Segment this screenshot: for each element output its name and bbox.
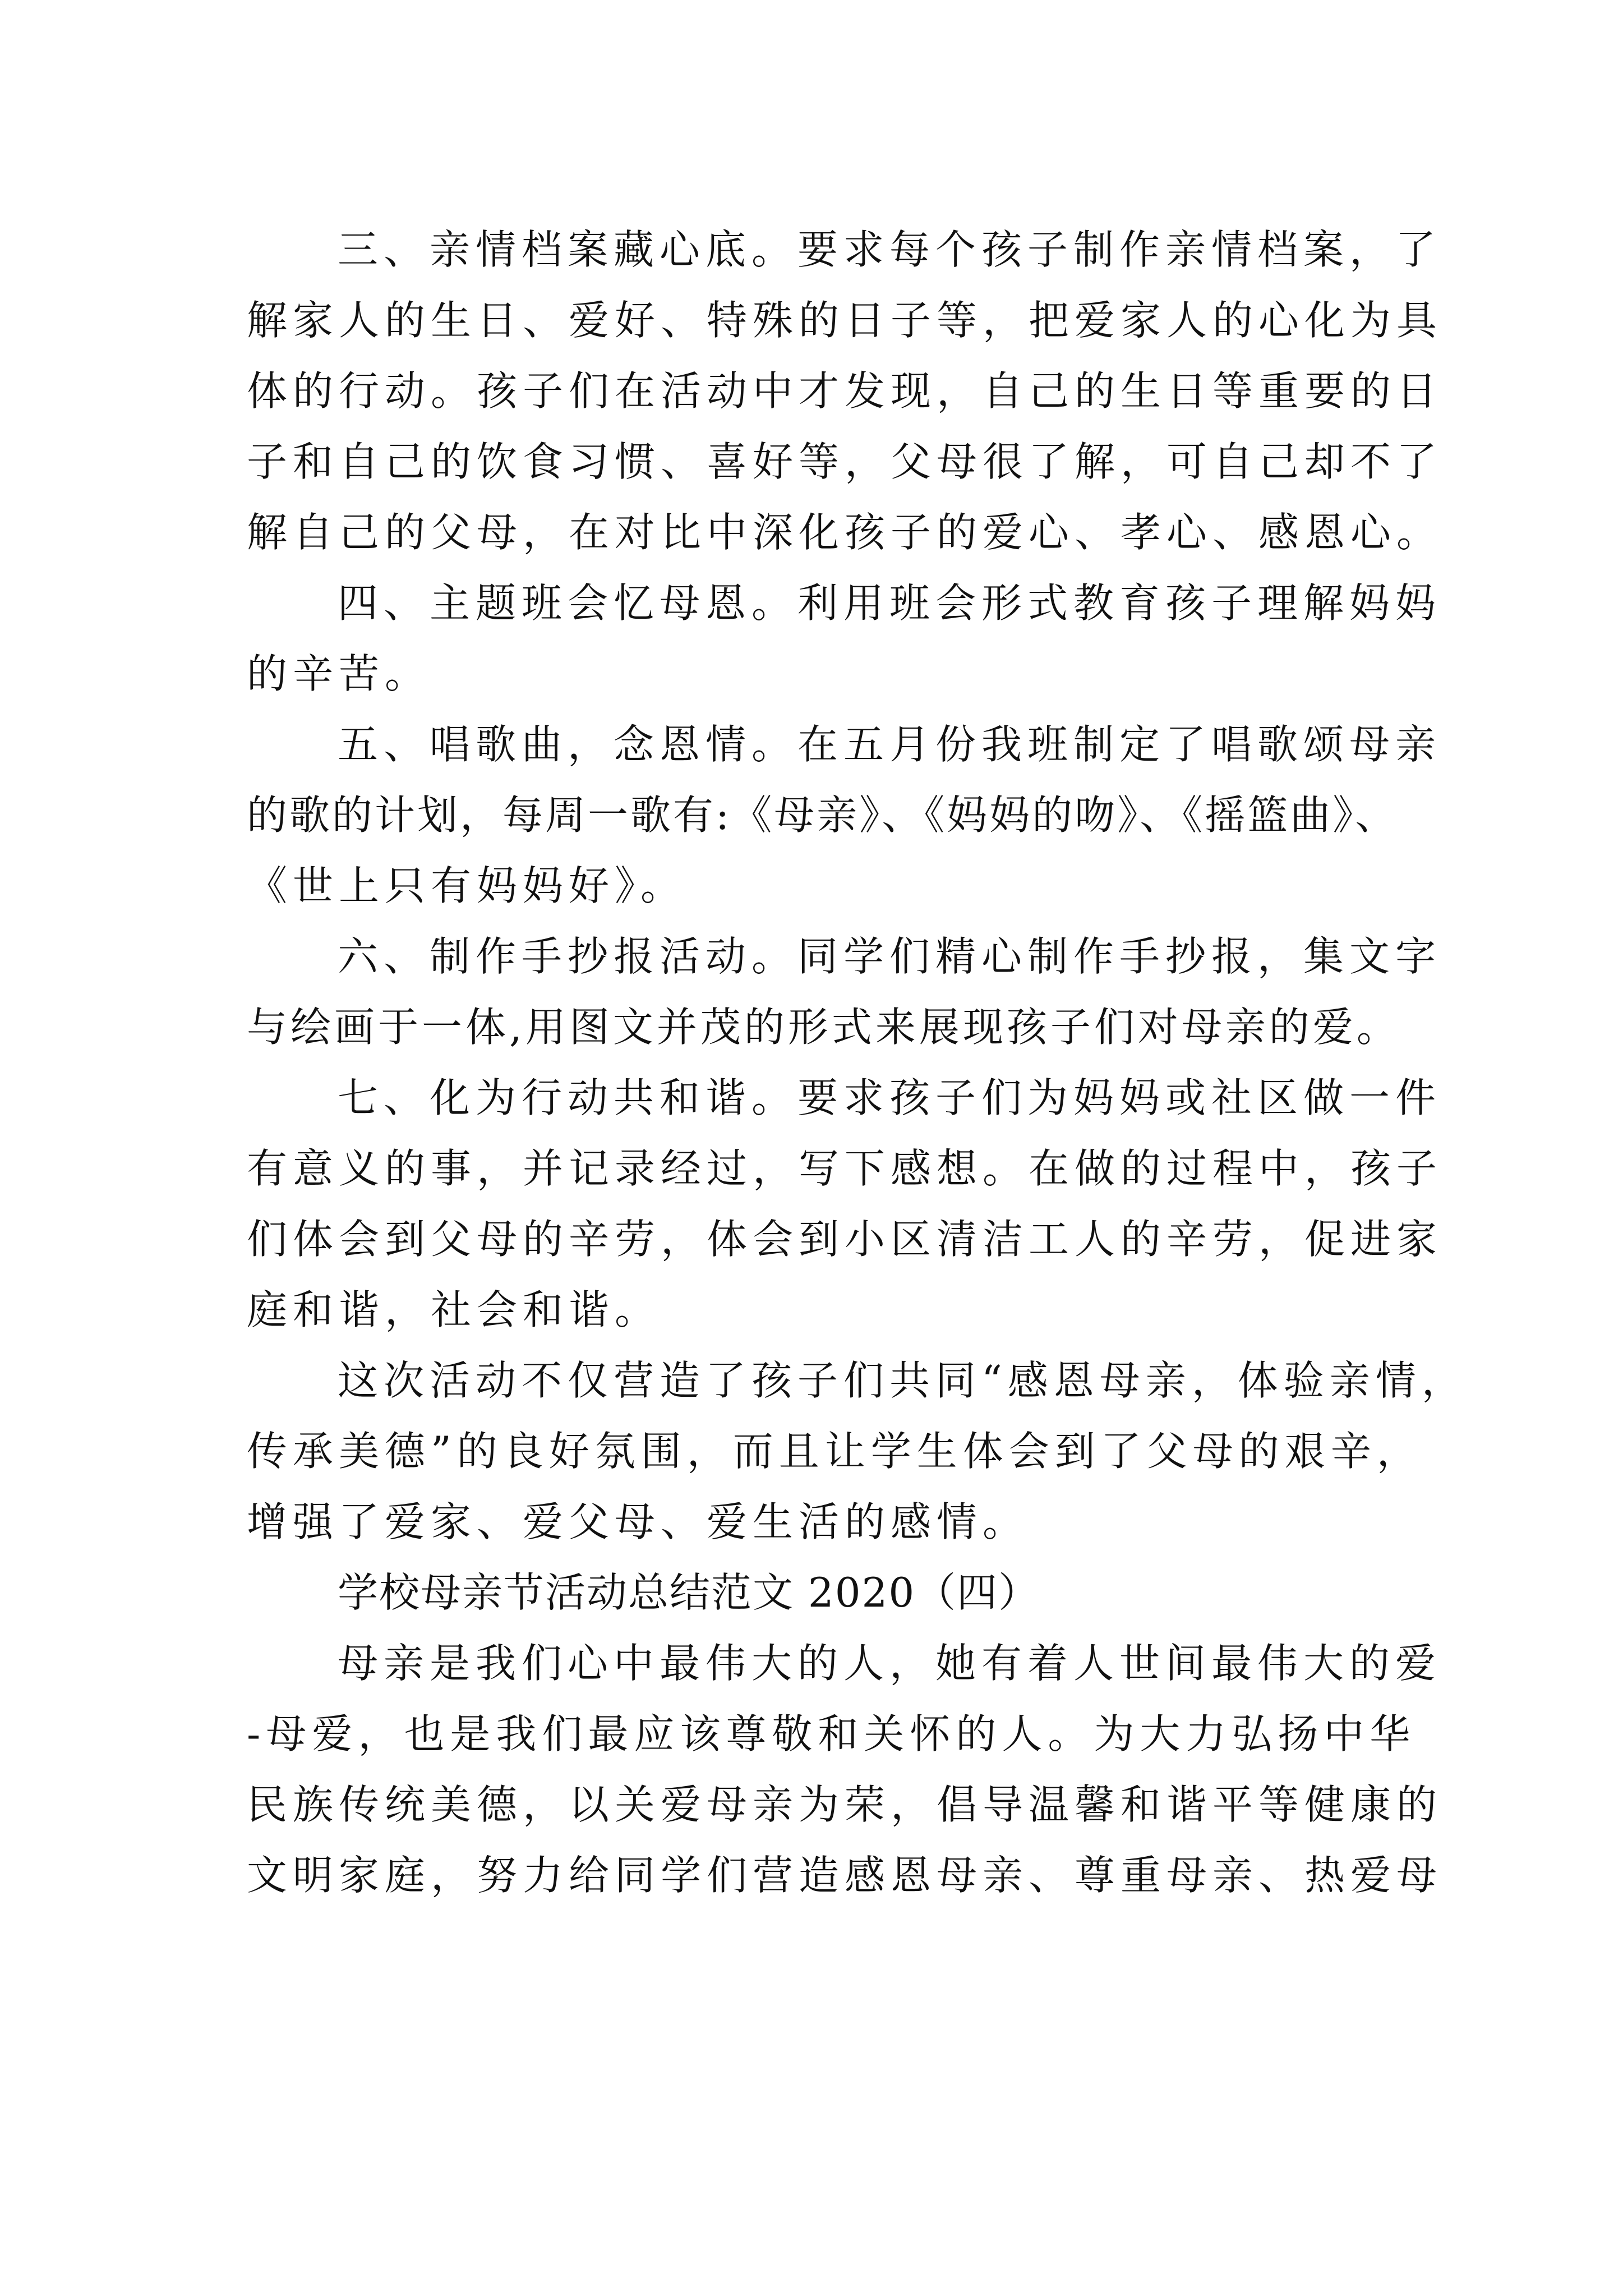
paragraph-line: 与绘画于一体,用图文并茂的形式来展现孩子们对母亲的爱。: [247, 1004, 1400, 1051]
paragraph-line: 《世上只有妈妈好》。: [247, 862, 687, 909]
paragraph-line: 解家人的生日、爱好、特殊的日子等，把爱家人的心化为具: [247, 297, 1443, 344]
paragraph-line: 的歌的计划，每周一歌有:《母亲》、《妈妈的吻》、《摇篮曲》、: [247, 792, 1398, 839]
paragraph-line: 的辛苦。: [247, 650, 431, 697]
paragraph-line: 体的行动。孩子们在活动中才发现，自己的生日等重要的日: [247, 367, 1443, 415]
paragraph-line: 解自己的父母，在对比中深化孩子的爱心、孝心、感恩心。: [247, 509, 1443, 556]
paragraph-line: 文明家庭，努力给同学们营造感恩母亲、尊重母亲、热爱母: [247, 1852, 1443, 1899]
paragraph-line: 传承美德”的良好氛围，而且让学生体会到了父母的艰辛，: [247, 1428, 1423, 1475]
paragraph-line: 庭和谐，社会和谐。: [247, 1286, 661, 1333]
paragraph-line: 增强了爱家、爱父母、爱生活的感情。: [247, 1498, 1029, 1545]
document-body: [247, 214, 1468, 1911]
paragraph-line: 五、唱歌曲，念恩情。在五月份我班制定了唱歌颂母亲: [338, 721, 1442, 768]
paragraph-line: 子和自己的饮食习惯、喜好等，父母很了解，可自己却不了: [247, 438, 1443, 485]
paragraph-line: 四、主题班会忆母恩。利用班会形式教育孩子理解妈妈: [338, 579, 1442, 627]
paragraph-line: 七、化为行动共和谐。要求孩子们为妈妈或社区做一件: [338, 1074, 1442, 1121]
paragraph-line: 六、制作手抄报活动。同学们精心制作手抄报，集文字: [338, 933, 1442, 980]
paragraph-line: 民族传统美德，以关爱母亲为荣，倡导温馨和谐平等健康的: [247, 1781, 1443, 1828]
section-heading: 学校母亲节活动总结范文 2020（四）: [338, 1569, 1040, 1616]
paragraph-line: 们体会到父母的辛劳，体会到小区清洁工人的辛劳，促进家: [247, 1216, 1443, 1263]
paragraph-line: 有意义的事，并记录经过，写下感想。在做的过程中，孩子: [247, 1145, 1443, 1192]
paragraph-line: 三、亲情档案藏心底。要求每个孩子制作亲情档案，了: [338, 226, 1442, 273]
paragraph-line: 这次活动不仅营造了孩子们共同“感恩母亲，体验亲情，: [338, 1357, 1468, 1404]
paragraph-line: 母亲是我们心中最伟大的人，她有着人世间最伟大的爱: [338, 1640, 1442, 1687]
paragraph-line: -母爱，也是我们最应该尊敬和关怀的人。为大力弘扬中华: [247, 1710, 1416, 1757]
